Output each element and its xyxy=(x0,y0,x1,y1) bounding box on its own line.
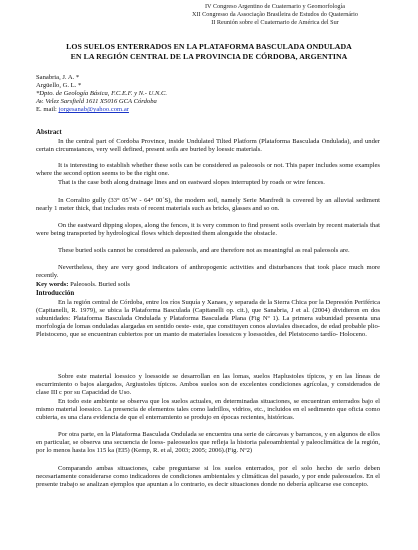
abstract-paragraph-5: On the eastward dipping slopes, along the fences, it is very common to find present soils overlain by recent materials that were being transported by hydrological flows which deposited them alongside the obstacle. xyxy=(36,222,380,237)
email-link[interactable]: jorgesanab@yahoo.com.ar xyxy=(58,106,129,113)
abstract-paragraph-6: These buried soils cannot be considered as paleosols, and are therefore not as meaningful as real paleosols are. xyxy=(58,247,350,254)
keywords-text: Paleosols. Buried soils xyxy=(70,281,130,288)
email-label: E. mail: xyxy=(36,106,57,113)
affiliation: *Dpto. de Geología Básica, F.C.E.F. y N.- U.N.C. xyxy=(36,90,168,97)
intro-paragraph-2: Sobre este material loessico y loessoide se desarrollan en las lomas, suelos Haplustoles típicos, y en las líneas de escurrimiento o bajos alargados, Argiustoles típicos. Ambos suelos son de excelentes condiciones agrícolas, y considerados de clase III c por su Capacidad de Uso. xyxy=(36,373,380,396)
address: Av. Velez Sarsfield 1611 X5016 GCA Córdoba xyxy=(36,98,157,105)
intro-paragraph-3: En todo este ambiente se observa que los suelos actuales, en determinadas situaciones, se encuentran enterrados bajo el mismo material loessico. La presencia de elementos tales como ladrillos, vidrios, etc., incluidos en el sedimento que oficia como cubierta, es una clara evidencia de que el enterramiento se produjo en épocas recientes, históricas. xyxy=(36,398,380,421)
abstract-paragraph-2: It is interesting to establish whether these soils can be considered as paleosols or not. This paper includes some examples where the second option seems to be the right one. xyxy=(36,162,380,177)
conference-line-2: XII Congresso da Associação Brasileira de Estudos do Quaternário xyxy=(192,11,358,18)
abstract-paragraph-3: That is the case both along drainage lines and on eastward slopes interrupted by roads or wire fences. xyxy=(58,179,325,186)
intro-heading: Introducción xyxy=(36,290,75,297)
intro-paragraph-1: En la región central de Córdoba, entre los ríos Suquía y Xanaes, y separada de la Sierra Chica por la Depresión Periférica (Capitanelli, R. 1979), se ubica la Plataforma Basculada (Capitanelli op. cit.), que Sanabria, J et al. (2004) dividieron en dos subunidades: Plataforma Basculada Ondulada y Plataforma Basculada Plana (Fig Nº 1). La primera subunidad presenta una morfología de lomas onduladas alargadas en sentido oeste- este, que constituyen conos aluviales disecados, de edad probable plio- Pleistoceno, que se encuentran cubiertos por un manto de materiales loessicos y loessoides, del Pleistoceno tardío- Holoceno. xyxy=(36,299,380,338)
title-line-1: LOS SUELOS ENTERRADOS EN LA PLATAFORMA BASCULADA ONDULADA xyxy=(66,42,352,51)
conference-line-1: IV Congreso Argentino de Cuaternario y Geomorfología xyxy=(205,3,345,10)
keywords-label: Key words: xyxy=(36,281,69,288)
email-line xyxy=(36,106,129,114)
keywords-line xyxy=(36,281,130,289)
intro-paragraph-5: Comparando ambas situaciones, cabe preguntarse si los suelos enterrados, por el solo hecho de serlo deben necesariamente considerarse como indicadores de condiciones ambientales y climáticas del pasado, y por ende paleosuelos. En el presente trabajo se analizan ejemplos que apuntan a lo contrario, es decir situaciones donde no debería aplicarse ese concepto. xyxy=(36,465,380,488)
abstract-heading: Abstract xyxy=(36,129,62,136)
author-2: Argüello, G. L. * xyxy=(36,82,82,89)
paper-title xyxy=(22,42,396,62)
conference-line-3: II Reunión sobre el Cuaternario de América del Sur xyxy=(211,19,339,26)
abstract-paragraph-4: In Corralito gully (33° 05´W - 64° 00´S), the modern soil, namely Serie Manfredi is covered by an alluvial sediment nearly 1 meter thick, that includes rests of recent materials such as bricks, glasses and so on. xyxy=(36,197,380,212)
title-line-2: EN LA REGIÓN CENTRAL DE LA PROVINCIA DE CÓRDOBA, ARGENTINA xyxy=(70,52,348,61)
abstract-paragraph-7: Nevertheless, they are very good indicators of anthropogenic activities and disturbances that took place much more recently. xyxy=(36,264,380,279)
intro-paragraph-4: Por otra parte, en la Plataforma Basculada Ondulada se encuentra una serie de cárcavas y barrancos, y en algunos de ellos en particular, se observa una secuencia de loess- paleosuelos que refleja la historia paleoambiental y paleoclimática de la región, por lo menos hasta los 115 ka (EI5) (Kemp, R. et al, 2003; 2005; 2006).(Fig. Nº2) xyxy=(36,431,380,454)
abstract-paragraph-1: In the central part of Cordoba Province, inside Undulated Tilted Platform (Plataforma Basculada Ondulada), and under certain circumstances, very well defined, present soils are buried by loessic materials. xyxy=(36,138,380,153)
author-1: Sanabria, J. A. * xyxy=(36,74,80,81)
